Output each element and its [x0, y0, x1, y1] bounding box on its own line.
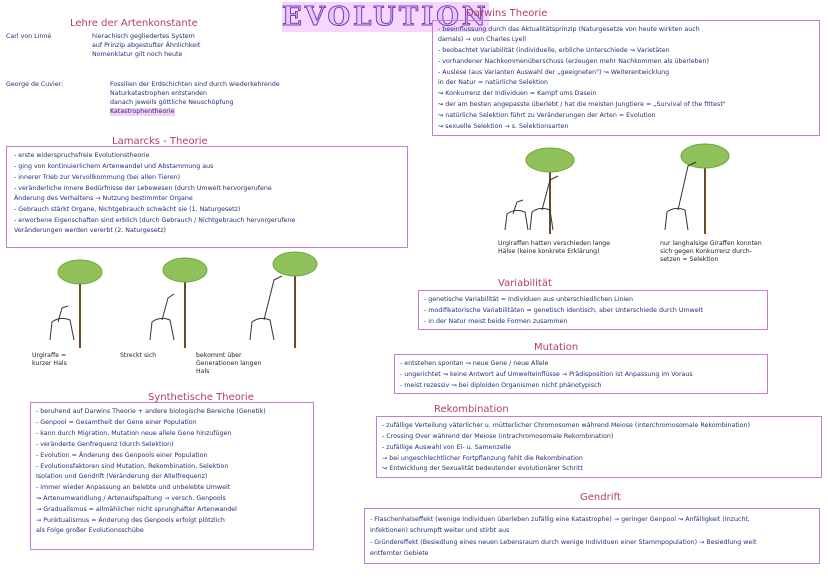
- variabilitaet-line: - in der Natur meist beide Formen zusammen: [424, 318, 568, 325]
- synth-line: - kann durch Migration, Mutation neue allele Gene hinzufügen: [36, 430, 232, 437]
- darwin-caption: nur langhalsige Giraffen konnten sich gegen Konkurrenz durch- setzen = Selektion: [660, 240, 762, 263]
- gendrift-heading: Gendrift: [580, 492, 621, 503]
- cuvier-item: Katastrophentheorie: [110, 108, 175, 115]
- synth-line: - veränderte Genfrequenz (durch Selektion): [36, 441, 174, 448]
- lamarck-line: Veränderungen werden vererbt (2. Naturgesetz): [14, 227, 167, 234]
- lamarck-line: - ging von kontinuierlichem Artenwandel und Abstammung aus: [14, 163, 214, 170]
- synth-line: → Punktualismus = Änderung des Genpools erfolgt plötzlich: [36, 517, 225, 524]
- mutation-line: - meist rezessiv ↝ bei diploiden Organismen nicht phänotypisch: [400, 382, 602, 389]
- cuvier-item: danach jeweils göttliche Neuschöpfung: [110, 99, 234, 106]
- synth-line: - Evolution = Änderung des Genpools einer Population: [36, 452, 208, 459]
- mutation-line: - entstehen spontan ↝ neue Gene / neue Allele: [400, 360, 549, 367]
- lamarck-line: - erste widerspruchsfreie Evolutionstheorie: [14, 152, 150, 159]
- rekombination-line: ↝ Entwicklung der Sexualität bedeutender evolutionärer Schritt: [382, 465, 583, 472]
- mutation-heading: Mutation: [534, 342, 579, 353]
- page-title: EVOLUTION: [282, 2, 489, 32]
- lamarck-giraffe-illustration: [40, 250, 330, 350]
- lamarck-caption: Urgiraffe = kurzer Hals: [32, 352, 67, 367]
- lamarck-line: - veränderliche innere Bedürfnisse der Lebewesen (durch Umwelt hervorgerufene: [14, 185, 272, 192]
- lamarck-heading: Lamarcks - Theorie: [112, 136, 208, 147]
- darwin-line: ↝ der am besten angepasste überlebt / hat die meisten Jungtiere = „Survival of the fittest": [438, 101, 726, 108]
- darwin-line: in der Natur = natürliche Selektion: [438, 79, 549, 86]
- synth-line: - Evolutionsfaktoren sind Mutation, Rekombination, Selektion: [36, 463, 229, 470]
- darwin-line: - beobachtet Variabilität (individuelle, erbliche Unterschiede ↝ Varietäten: [438, 47, 670, 54]
- gendrift-line: entfernter Gebiete: [370, 550, 429, 557]
- synth-line: als Folge großer Evolutionsschübe: [36, 527, 144, 534]
- synth-line: - beruhend auf Darwins Theorie + andere biologische Bereiche (Genetik): [36, 408, 266, 415]
- linne-item: Nomenklatur gilt noch heute: [92, 51, 183, 58]
- synth-line: ↝ Artenumwandlung / Artenaufspaltung → versch. Genpools: [36, 495, 226, 502]
- variabilitaet-line: - modifikatorische Variabilitäten = genetisch identisch, aber Unterschiede durch Umwelt: [424, 307, 703, 314]
- lehre-heading: Lehre der Artenkonstante: [70, 18, 198, 29]
- darwin-line: ↝ Konkurrenz der Individuen = Kampf ums Dasein: [438, 90, 597, 97]
- gendrift-line: - Flaschenhalseffekt (wenige Individuen überleben zufällig eine Katastrophe) → geringer Genpool ↝ Anfälligkeit (Inzucht,: [370, 516, 750, 523]
- lamarck-line: - erworbene Eigenschaften sind erblich (durch Gebrauch / Nichtgebrauch hervorgerufene: [14, 217, 296, 224]
- darwin-line: - beeinflussung durch das Aktualitätsprinzip (Naturgesetze von heute wirkten auch: [438, 26, 700, 33]
- lamarck-line: Änderung des Verhaltens → Nutzung bestimmter Organe: [14, 195, 193, 202]
- darwin-heading: Darwins Theorie: [466, 8, 548, 19]
- cuvier-item: Fossilien der Erdschichten sind durch wiederkehrende: [110, 81, 280, 88]
- gendrift-line: - Gründereffekt (Besiedlung eines neuen Lebensraum durch wenige Individuen einer Stammpopulation) → Besiedlung weit: [370, 539, 757, 546]
- darwin-giraffe-illustration: [490, 140, 760, 236]
- darwin-line: ↝ natürliche Selektion führt zu Veränderungen der Arten = Evolution: [438, 112, 656, 119]
- rekombination-line: - Crossing Over während der Meiose (intrachromosomale Rekombination): [382, 433, 614, 440]
- linne-name: Carl von Linné: [6, 33, 52, 40]
- rekombination-line: - zufällige Auswahl von Ei- u. Samenzelle: [382, 444, 512, 451]
- variabilitaet-line: - genetische Variabilität = Individuen aus unterschiedlichen Linien: [424, 296, 634, 303]
- synth-line: → Gradualismus = allmählicher nicht sprunghafter Artenwandel: [36, 506, 237, 513]
- gendrift-line: Infektionen) schrumpft weiter und stirbt aus: [370, 527, 510, 534]
- linne-item: auf Prinzip abgestufter Ähnlichkeit: [92, 42, 201, 49]
- mutation-line: - ungerichtet ↝ keine Antwort auf Umwelteinflüsse → Prädisposition ist Anpassung im Voraus: [400, 371, 693, 378]
- rekombination-line: - zufällige Verteilung väterlicher u. mütterlicher Chromosomen während Meiose (interchromosomale Rekombination): [382, 422, 750, 429]
- cuvier-name: George de Cuvier:: [6, 81, 64, 88]
- darwin-line: ↝ sexuelle Selektion → s. Selektionsarten: [438, 123, 569, 130]
- cuvier-item: Naturkatastrophen entstanden: [110, 90, 208, 97]
- lamarck-line: - Gebrauch stärkt Organe, Nichtgebrauch schwächt sie (1. Naturgesetz): [14, 206, 241, 213]
- synth-line: - immer wieder Anpassung an belebte und unbelebte Umwelt: [36, 484, 231, 491]
- lamarck-line: - innerer Trieb zur Vervollkommung (bei allen Tieren): [14, 174, 181, 181]
- lamarck-caption: Streckt sich: [120, 352, 157, 359]
- synth-line: - Genpool = Gesamtheit der Gene einer Population: [36, 419, 197, 426]
- lamarck-caption: bekommt über Generationen langen Hals: [196, 352, 262, 375]
- rekombination-heading: Rekombination: [434, 404, 509, 415]
- variabilitaet-heading: Variabilität: [498, 278, 552, 289]
- darwin-caption: Urgiraffen hatten verschieden lange Hälse (keine konkrete Erklärung): [498, 240, 611, 255]
- rekombination-line: → bei ungeschlechtlicher Fortpflanzung fehlt die Rekombination: [382, 455, 583, 462]
- synth-line: Isolation und Gendrift (Veränderung der Allelfrequenz): [36, 473, 208, 480]
- darwin-line: - Auslese (aus Varianten Auswahl der „geeigneten") ↝ Weiterentwicklung: [438, 69, 670, 76]
- darwin-line: damals) → von Charles Lyell: [438, 36, 526, 43]
- linne-item: hierachisch gegliedertes System: [92, 33, 195, 40]
- darwin-line: - vorhandener Nachkommenüberschuss (erzeugen mehr Nachkommen als überleben): [438, 58, 709, 65]
- synth-heading: Synthetische Theorie: [148, 392, 254, 403]
